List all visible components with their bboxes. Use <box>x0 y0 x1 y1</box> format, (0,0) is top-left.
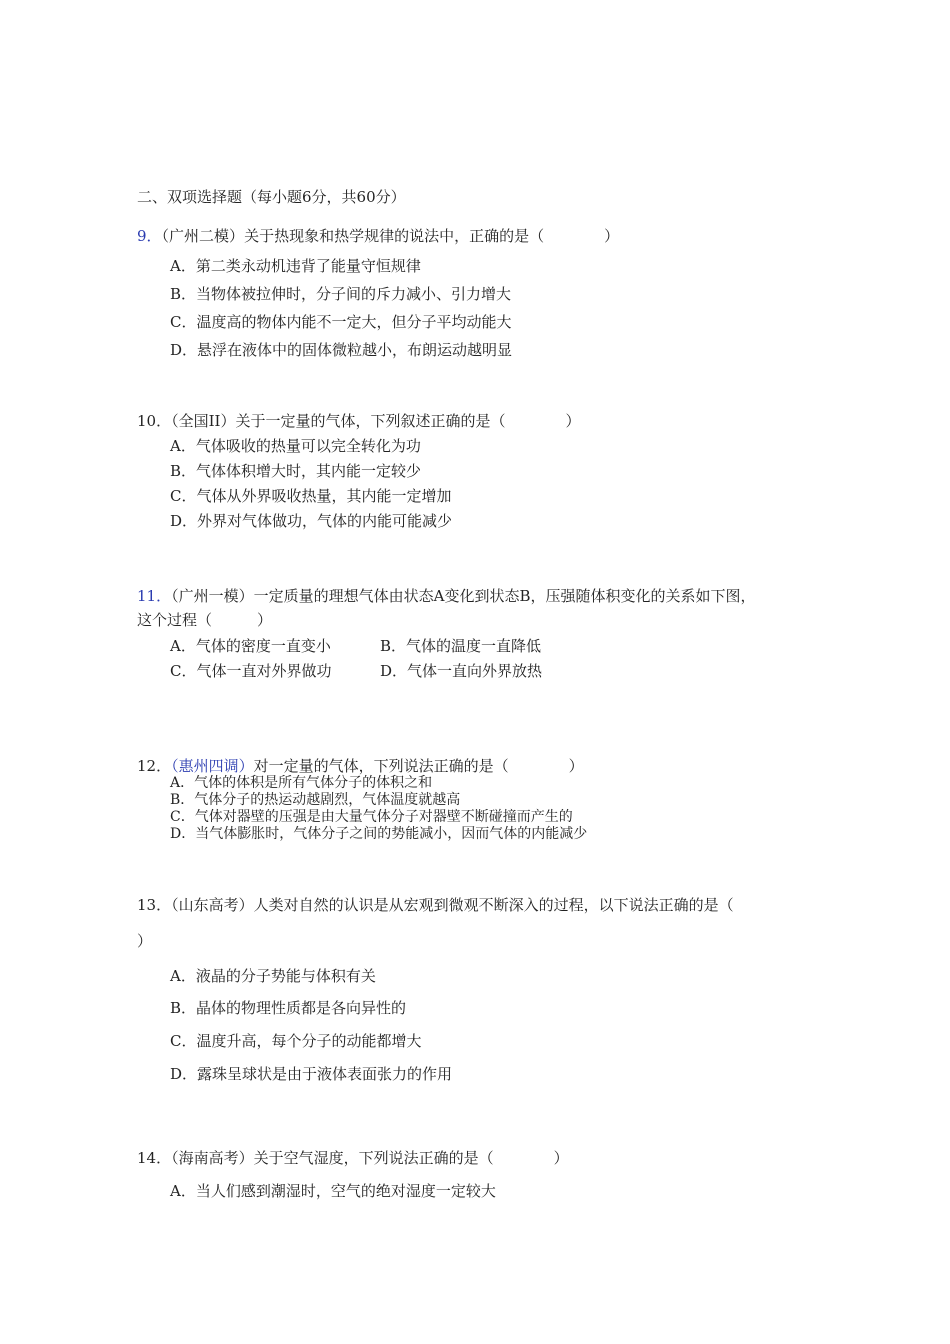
question-12-stem <box>137 756 584 776</box>
option-d: D．当气体膨胀时，气体分子之间的势能减小，因而气体的内能减少 <box>170 826 588 842</box>
question-text: 一定质量的理想气体由状态A变化到状态B，压强随体积变化的关系如下图， <box>253 587 756 605</box>
question-source: （山东高考） <box>171 896 254 914</box>
question-source: （海南高考） <box>171 1149 254 1167</box>
option-c: C．温度升高，每个分子的动能都增大 <box>170 1032 422 1050</box>
option-b: B．气体体积增大时，其内能一定较少 <box>170 462 422 480</box>
question-13-stem <box>137 895 734 915</box>
question-source: （全国II） <box>171 412 236 430</box>
option-b: B．当物体被拉伸时，分子间的斥力减小、引力增大 <box>170 285 512 303</box>
question-text: 人类对自然的认识是从宏观到微观不断深入的过程，以下说法正确的是（ <box>253 896 734 914</box>
option-c: C．气体从外界吸收热量，其内能一定增加 <box>170 487 452 505</box>
question-source: （广州二模） <box>161 227 245 245</box>
option-a: A．气体吸收的热量可以完全转化为功 <box>170 437 421 455</box>
question-11-stem <box>137 586 755 606</box>
question-number: 14． <box>137 1149 172 1167</box>
question-source: （惠州四调） <box>171 757 254 775</box>
question-number: 11． <box>137 587 172 605</box>
option-d: D．外界对气体做功，气体的内能可能减少 <box>170 512 453 530</box>
question-number: 12． <box>137 757 172 775</box>
question-text: 关于一定量的气体，下列叙述正确的是（ ） <box>235 412 581 430</box>
option-a: A．气体的密度一直变小 <box>170 637 331 655</box>
question-10-stem <box>137 411 580 431</box>
question-text: 关于空气湿度，下列说法正确的是（ ） <box>253 1149 569 1167</box>
option-a: A．第二类永动机违背了能量守恒规律 <box>170 257 421 275</box>
option-b: B．气体的温度一直降低 <box>380 637 542 655</box>
option-d: D．露珠呈球状是由于液体表面张力的作用 <box>170 1065 453 1083</box>
option-d: D．悬浮在液体中的固体微粒越小，布朗运动越明显 <box>170 341 513 359</box>
option-a: A．气体的体积是所有气体分子的体积之和 <box>170 775 433 791</box>
question-number: 9． <box>137 227 162 245</box>
option-c: C．温度高的物体内能不一定大，但分子平均动能大 <box>170 313 512 331</box>
question-13-stem-continued: ） <box>137 932 153 950</box>
question-source: （广州一模） <box>171 587 254 605</box>
option-a: A．液晶的分子势能与体积有关 <box>170 967 376 985</box>
question-11-stem-continued: 这个过程（ ） <box>137 611 273 629</box>
question-text: 对一定量的气体，下列说法正确的是（ ） <box>253 757 584 775</box>
question-number: 10． <box>137 412 172 430</box>
option-d: D．气体一直向外界放热 <box>380 662 543 680</box>
section-title: 二、双项选择题（每小题6分，共60分） <box>137 188 406 206</box>
option-c: C．气体对器壁的压强是由大量气体分子对器壁不断碰撞而产生的 <box>170 809 573 825</box>
question-text: 关于热现象和热学规律的说法中，正确的是（ ） <box>244 227 620 245</box>
option-a: A．当人们感到潮湿时，空气的绝对湿度一定较大 <box>170 1182 496 1200</box>
question-number: 13． <box>137 896 172 914</box>
option-c: C．气体一直对外界做功 <box>170 662 332 680</box>
question-14-stem <box>137 1148 569 1168</box>
question-9-stem <box>137 226 619 246</box>
option-b: B．晶体的物理性质都是各向异性的 <box>170 999 407 1017</box>
option-b: B．气体分子的热运动越剧烈，气体温度就越高 <box>170 792 461 808</box>
